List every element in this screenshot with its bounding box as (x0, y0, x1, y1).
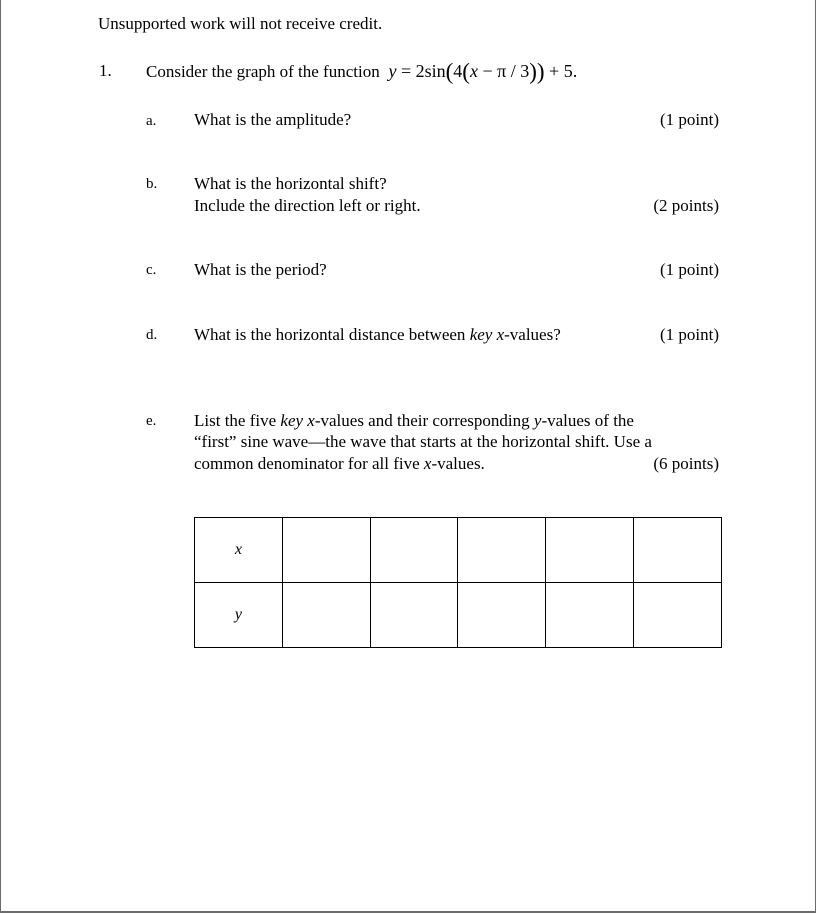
part-a-letter: a. (146, 113, 157, 129)
table-row-x (195, 518, 722, 583)
answer-cell[interactable] (546, 518, 634, 583)
part-b-letter: b. (146, 176, 158, 192)
row-label-y: y (195, 583, 283, 648)
part-c-points: (1 point) (659, 260, 719, 279)
answer-cell[interactable] (458, 583, 546, 648)
question-intro: Consider the graph of the function (146, 62, 380, 81)
table-row-y (195, 583, 722, 648)
answer-cell[interactable] (282, 583, 370, 648)
key-values-table (194, 517, 722, 648)
answer-cell[interactable] (458, 518, 546, 583)
part-a-points: (1 point) (659, 110, 719, 129)
part-c-question: What is the period? (194, 260, 327, 279)
part-d-question: What is the horizontal distance between key x-values? (194, 325, 561, 344)
row-label-x: x (195, 518, 283, 583)
answer-cell[interactable] (282, 518, 370, 583)
part-d-letter: d. (146, 327, 158, 343)
answer-cell[interactable] (370, 518, 458, 583)
part-b-points: (2 points) (653, 196, 719, 215)
answer-cell[interactable] (634, 518, 722, 583)
part-e-letter: e. (146, 413, 157, 429)
part-b-question-line2: Include the direction left or right. (194, 196, 421, 215)
answer-cell[interactable] (370, 583, 458, 648)
part-b-question-line1: What is the horizontal shift? (194, 174, 387, 193)
part-e-question-line3: common denominator for all five x-values. (194, 454, 485, 473)
answer-cell[interactable] (546, 583, 634, 648)
part-e-question-line2: “first” sine wave—the wave that starts at the horizontal shift. Use a (194, 432, 652, 451)
question-prompt (146, 61, 577, 82)
part-e-question-line1: List the five key x-values and their corresponding y-values of the (194, 411, 634, 430)
answer-cell[interactable] (634, 583, 722, 648)
question-number: 1. (99, 61, 112, 80)
part-d-points: (1 point) (659, 325, 719, 344)
part-a-question: What is the amplitude? (194, 110, 352, 129)
function-equation: y = 2sin(4(x − π / 3)) + 5. (388, 59, 578, 84)
part-e-points: (6 points) (653, 454, 719, 473)
part-c-letter: c. (146, 262, 157, 278)
credit-note: Unsupported work will not receive credit. (98, 14, 383, 33)
